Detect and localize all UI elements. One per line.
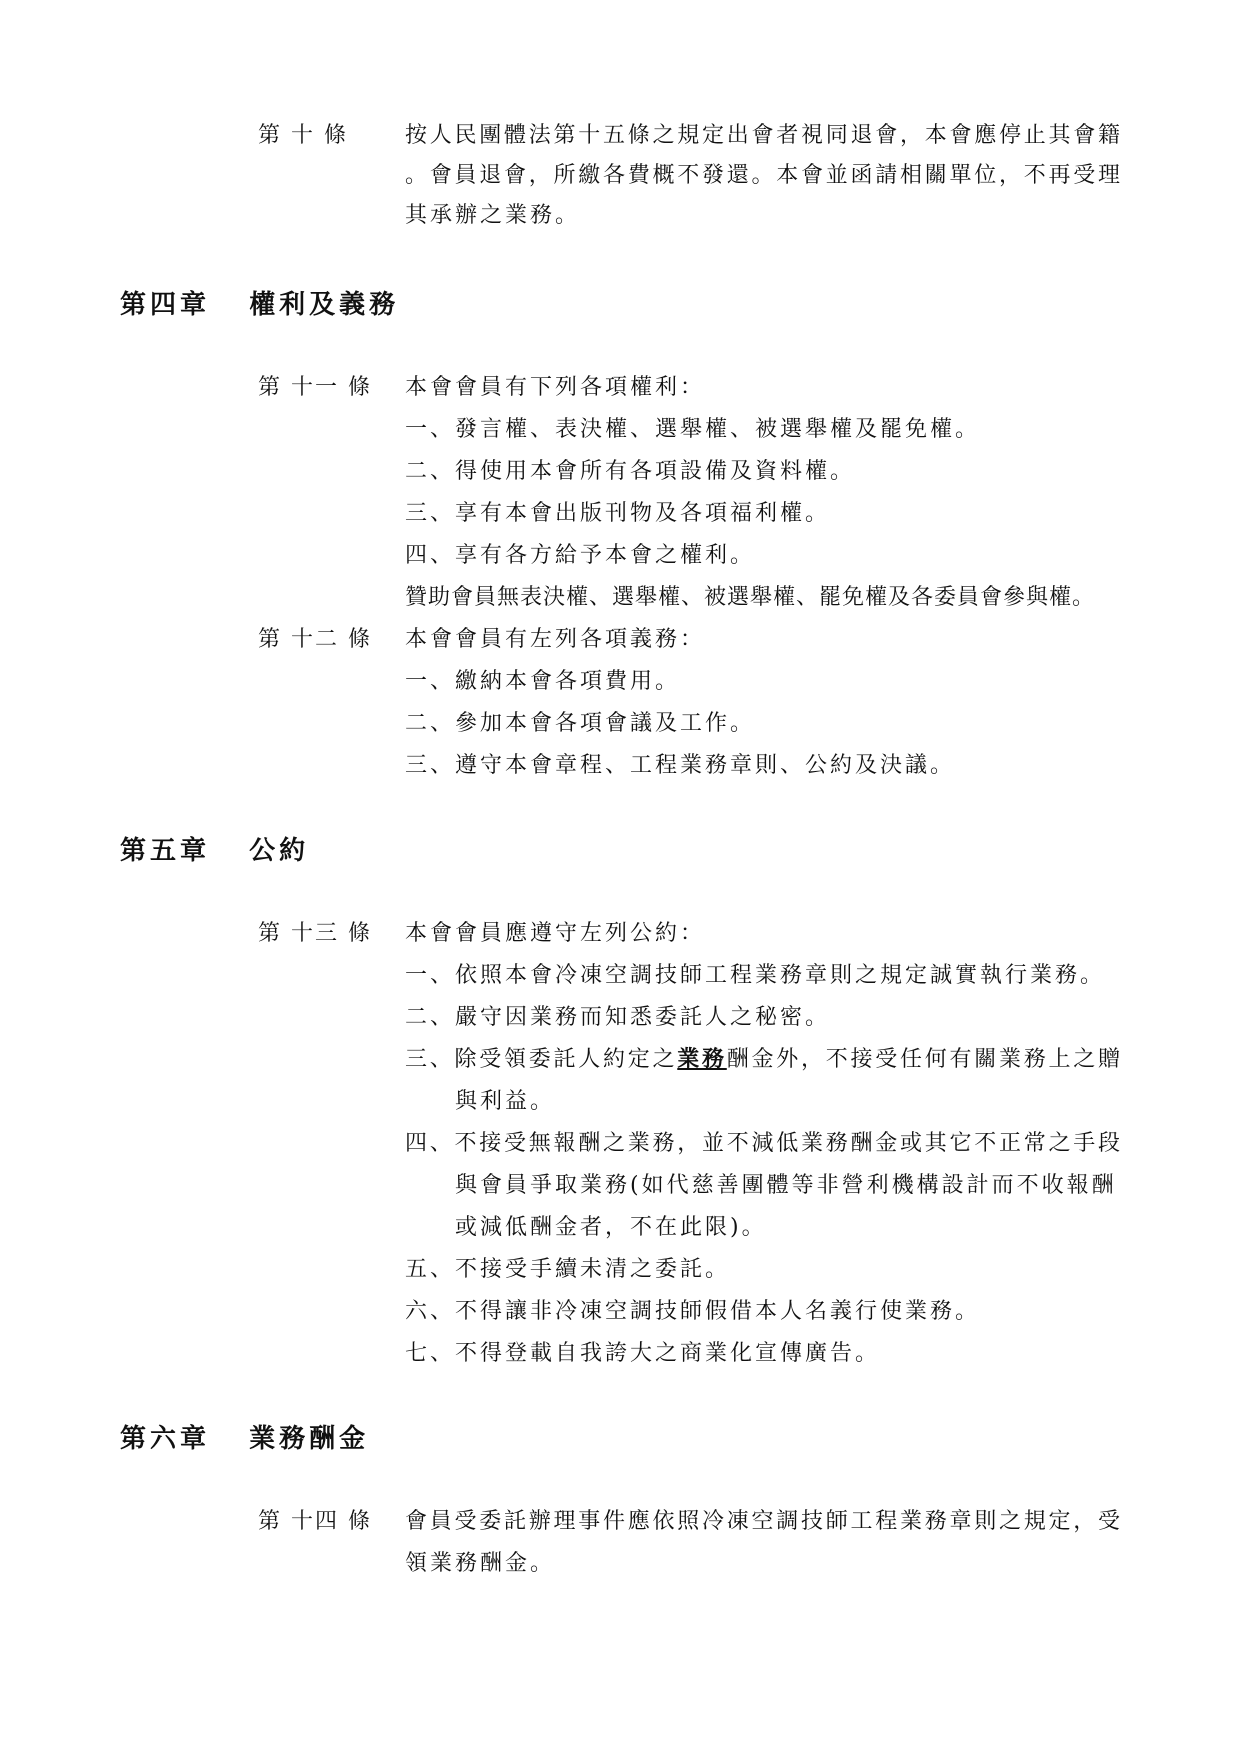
article-13-item-3-part-2: 酬金外，不接受任何有關業務上之贈 (726, 1047, 1123, 1072)
article-11-label: 第 十一 條 (258, 375, 372, 400)
article-11-item-1: 一、發言權、表決權、選舉權、被選舉權及罷免權。 (405, 417, 981, 442)
article-13-item-7: 七、不得登載自我誇大之商業化宣傳廣告。 (405, 1341, 881, 1366)
article-14-line-2: 領業務酬金。 (405, 1551, 556, 1576)
article-13-item-1: 一、依照本會冷凍空調技師工程業務章則之規定誠實執行業務。 (405, 963, 1106, 988)
chapter-6-title: 第六章 業務酬金 (120, 1424, 370, 1454)
article-12-item-2: 二、參加本會各項會議及工作。 (405, 711, 756, 736)
article-10-line-3: 其承辦之業務。 (405, 203, 581, 228)
article-13-item-3-underlined: 業務 (677, 1046, 727, 1072)
article-11-item-3: 三、享有本會出版刊物及各項福利權。 (405, 501, 831, 526)
article-10-line-1: 按人民團體法第十五條之規定出會者視同退會，本會應停止其會籍 (405, 123, 1123, 148)
article-12-item-1: 一、繳納本會各項費用。 (405, 669, 681, 694)
article-12-intro: 本會會員有左列各項義務： (405, 627, 706, 652)
article-11-note: 贊助會員無表決權、選舉權、被選舉權、罷免權及各委員會參與權。 (405, 585, 1096, 610)
article-13-item-3-cont: 與利益。 (455, 1089, 556, 1114)
article-13-item-6: 六、不得讓非冷凍空調技師假借本人名義行使業務。 (405, 1299, 981, 1324)
article-13-item-2: 二、嚴守因業務而知悉委託人之秘密。 (405, 1005, 831, 1030)
article-13-item-3-part-1: 三、除受領委託人約定之 (405, 1047, 678, 1072)
chapter-4-title: 第四章 權利及義務 (120, 290, 400, 320)
article-13-item-5: 五、不接受手續未清之委託。 (405, 1257, 731, 1282)
chapter-5-title: 第五章 公約 (120, 836, 310, 866)
article-11-item-4: 四、享有各方給予本會之權利。 (405, 543, 756, 568)
article-14-label: 第 十四 條 (258, 1509, 372, 1534)
article-14-line-1: 會員受委託辦理事件應依照冷凍空調技師工程業務章則之規定，受 (405, 1509, 1123, 1534)
article-12-label: 第 十二 條 (258, 627, 372, 652)
article-13-label: 第 十三 條 (258, 921, 372, 946)
article-13-item-4-cont-1: 與會員爭取業務(如代慈善團體等非營利機構設計而不收報酬 (455, 1173, 1117, 1198)
article-13-item-4: 四、不接受無報酬之業務，並不減低業務酬金或其它不正常之手段 (405, 1131, 1123, 1156)
article-10-label: 第 十 條 (258, 123, 348, 148)
article-13-item-4-cont-2: 或減低酬金者，不在此限)。 (455, 1215, 767, 1240)
article-10-line-2: 。會員退會，所繳各費概不發還。本會並函請相關單位，不再受理 (405, 163, 1123, 188)
article-13-item-3 (405, 1042, 1123, 1073)
article-11-item-2: 二、得使用本會所有各項設備及資料權。 (405, 459, 856, 484)
article-13-intro: 本會會員應遵守左列公約： (405, 921, 706, 946)
article-12-item-3: 三、遵守本會章程、工程業務章則、公約及決議。 (405, 753, 956, 778)
article-11-intro: 本會會員有下列各項權利： (405, 375, 706, 400)
